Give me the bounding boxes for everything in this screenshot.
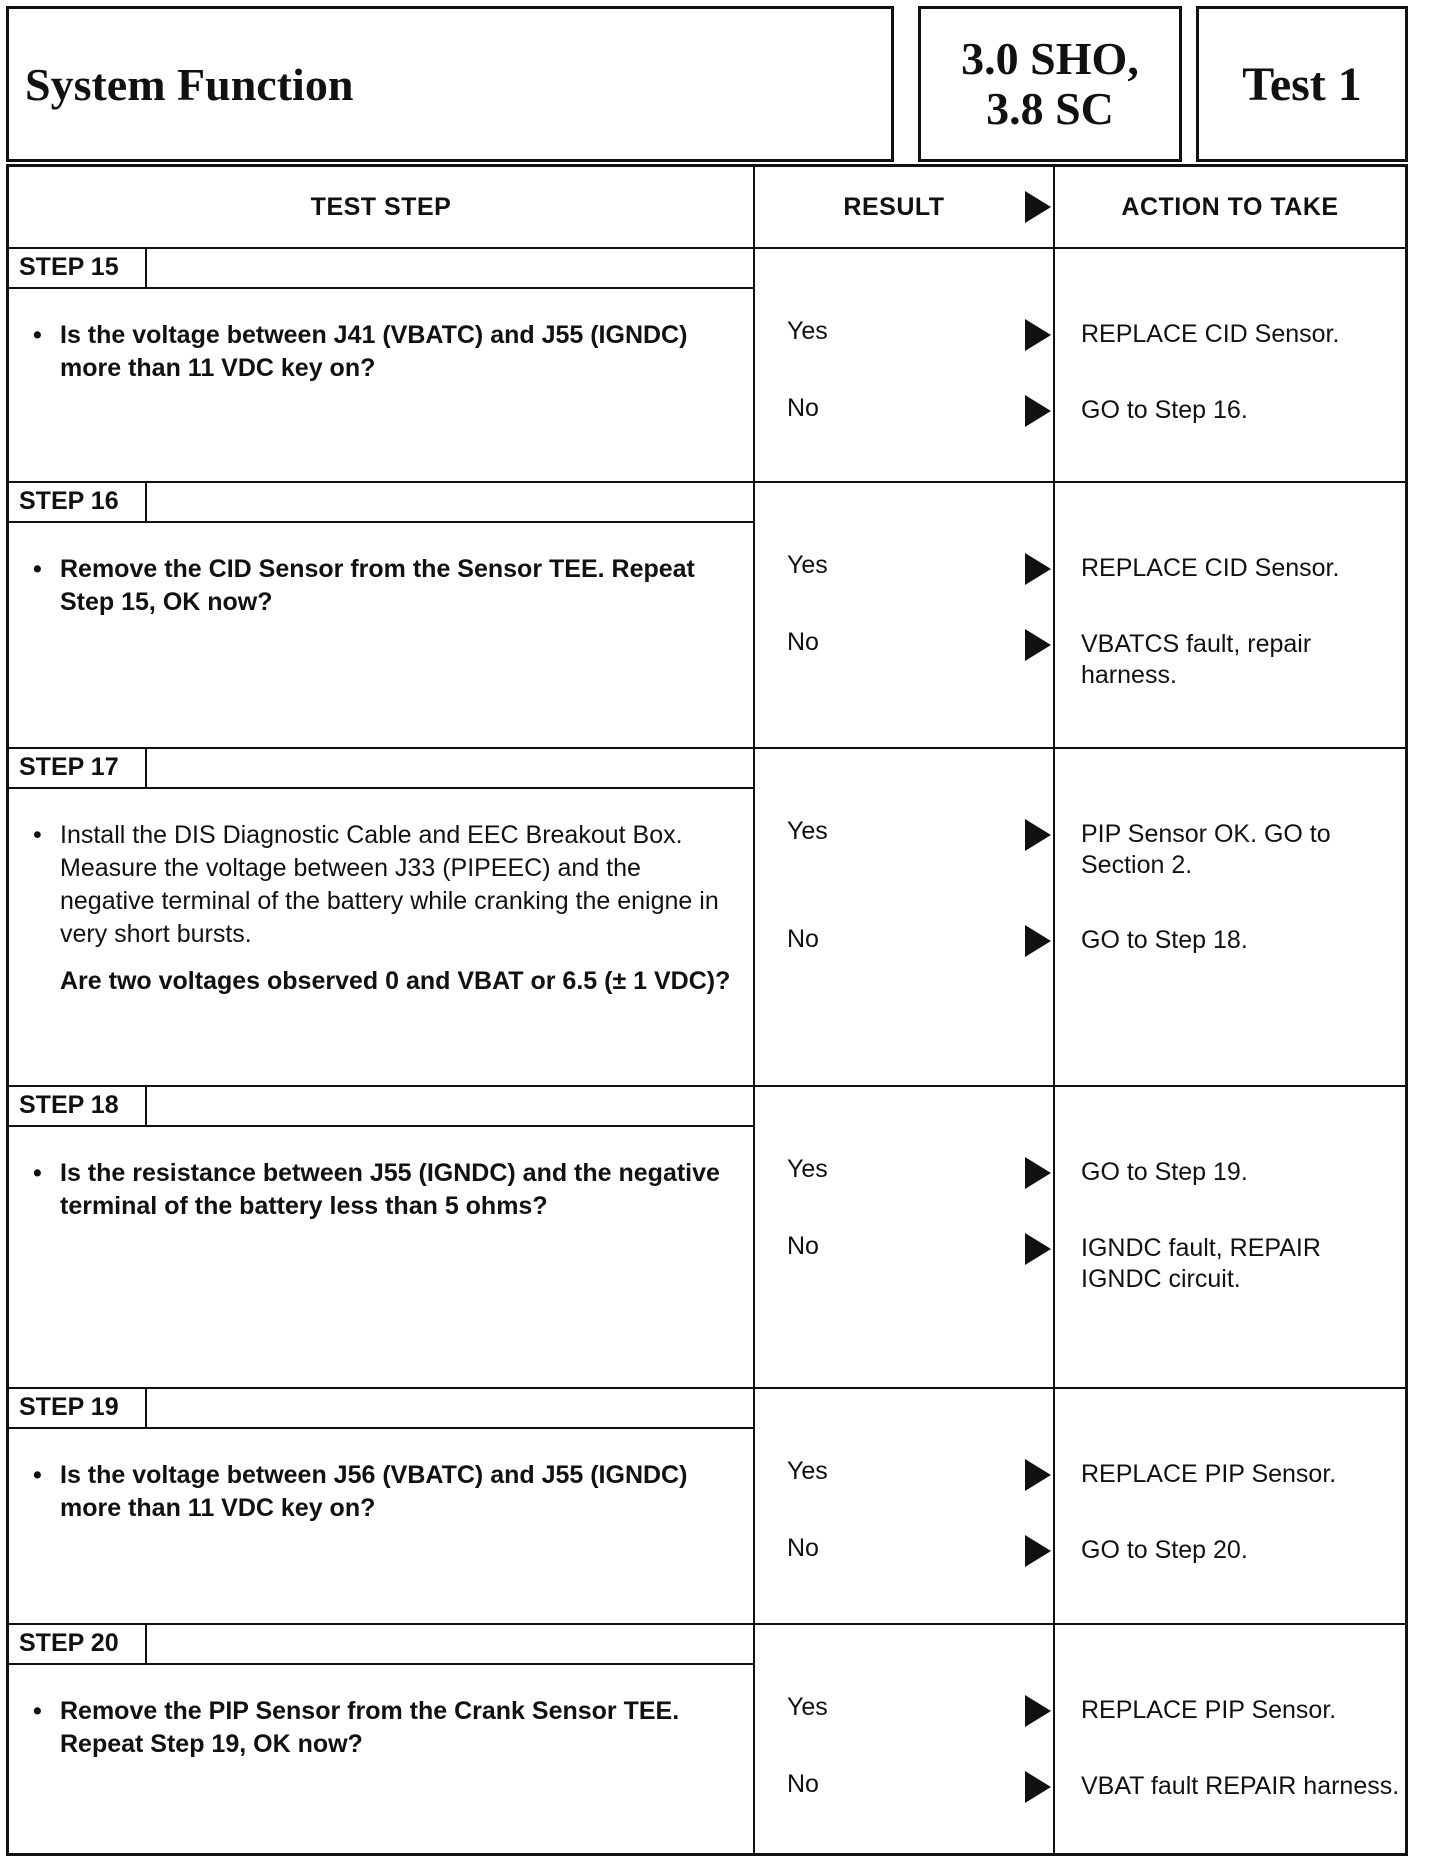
column-header-test-step <box>9 167 753 247</box>
arrow-right-icon <box>1025 925 1051 957</box>
arrow-right-icon <box>1025 1695 1051 1727</box>
result-yes: Yes <box>787 1693 828 1721</box>
result-no: No <box>787 1534 819 1562</box>
arrow-right-icon <box>1025 1459 1051 1491</box>
column-header-label: TEST STEP <box>310 192 452 221</box>
step-label: STEP 20 <box>9 1625 147 1665</box>
arrow-right-icon <box>1025 629 1051 661</box>
page-title: System Function <box>25 58 354 110</box>
result-yes: Yes <box>787 317 828 345</box>
table-row <box>9 247 1405 481</box>
result-no: No <box>787 1770 819 1798</box>
divider <box>147 287 753 289</box>
result-yes: Yes <box>787 817 828 845</box>
result-no: No <box>787 925 819 953</box>
action-no: GO to Step 20. <box>1081 1536 1248 1564</box>
action-no: VBATCS fault, repair harness. <box>1081 630 1312 689</box>
result-no: No <box>787 628 819 656</box>
step-question: • Remove the CID Sensor from the Sensor TEE. Repeat Step 15, OK now? <box>33 555 695 616</box>
header-engine-box <box>918 6 1182 162</box>
step-question: • Install the DIS Diagnostic Cable and EEC Breakout Box. Measure the voltage between J33 (PIPEEC) and the negative terminal of the battery while cranking the enigne in very short bursts. Are two voltages observed 0 and VBAT or 6.5 (± 1 VDC)? <box>33 819 733 998</box>
engine-label: 3.0 SHO, 3.8 SC <box>961 33 1139 134</box>
action-yes: GO to Step 19. <box>1081 1158 1248 1186</box>
column-header-result <box>755 167 1053 247</box>
arrow-right-icon <box>1025 1771 1051 1803</box>
action-no: VBAT fault REPAIR harness. <box>1081 1772 1400 1800</box>
table-row <box>9 1623 1405 1853</box>
action-yes: REPLACE PIP Sensor. <box>1081 1460 1337 1488</box>
action-yes: REPLACE PIP Sensor. <box>1081 1696 1337 1724</box>
bullet-icon: • <box>33 821 42 849</box>
bullet-icon: • <box>33 1461 42 1489</box>
table-row <box>9 1387 1405 1623</box>
table-row <box>9 481 1405 747</box>
divider <box>147 787 753 789</box>
step-question: • Is the voltage between J56 (VBATC) and J55 (IGNDC) more than 11 VDC key on? <box>33 1461 688 1522</box>
step-question: • Remove the PIP Sensor from the Crank Sensor TEE. Repeat Step 19, OK now? <box>33 1697 680 1758</box>
bullet-icon: • <box>33 555 42 583</box>
result-no: No <box>787 1232 819 1260</box>
action-no: GO to Step 18. <box>1081 926 1248 954</box>
arrow-right-icon <box>1025 553 1051 585</box>
action-yes: PIP Sensor OK. GO to Section 2. <box>1081 820 1331 879</box>
step-label: STEP 15 <box>9 249 147 289</box>
header-title-box <box>6 6 894 162</box>
divider <box>147 1125 753 1127</box>
arrow-right-icon <box>1025 1157 1051 1189</box>
bullet-icon: • <box>33 1697 42 1725</box>
arrow-right-icon <box>1025 819 1051 851</box>
result-yes: Yes <box>787 1457 828 1485</box>
arrow-right-icon <box>1025 1535 1051 1567</box>
result-yes: Yes <box>787 1155 828 1183</box>
arrow-right-icon <box>1025 319 1051 351</box>
step-label: STEP 18 <box>9 1087 147 1127</box>
result-no: No <box>787 394 819 422</box>
test-label: Test 1 <box>1242 57 1362 111</box>
header-test-box <box>1196 6 1408 162</box>
bullet-icon: • <box>33 1159 42 1187</box>
column-header-label: RESULT <box>843 192 945 221</box>
step-label: STEP 19 <box>9 1389 147 1429</box>
arrow-right-icon <box>1025 1233 1051 1265</box>
action-yes: REPLACE CID Sensor. <box>1081 320 1340 348</box>
divider <box>147 1427 753 1429</box>
column-header-label: ACTION TO TAKE <box>1121 192 1339 221</box>
step-question: • Is the resistance between J55 (IGNDC) and the negative terminal of the battery less than 5 ohms? <box>33 1159 720 1220</box>
result-yes: Yes <box>787 551 828 579</box>
column-header-action <box>1055 167 1405 247</box>
table-row <box>9 747 1405 1085</box>
action-no: GO to Step 16. <box>1081 396 1248 424</box>
step-question-emphasis: Are two voltages observed 0 and VBAT or 6.5 (± 1 VDC)? <box>60 967 731 995</box>
step-label: STEP 17 <box>9 749 147 789</box>
action-yes: REPLACE CID Sensor. <box>1081 554 1340 582</box>
bullet-icon: • <box>33 321 42 349</box>
diagnostic-table <box>6 164 1408 1856</box>
table-row <box>9 1085 1405 1387</box>
action-no: IGNDC fault, REPAIR IGNDC circuit. <box>1081 1234 1321 1293</box>
divider <box>147 1663 753 1665</box>
arrow-right-icon <box>1025 395 1051 427</box>
arrow-right-icon <box>1025 191 1051 223</box>
step-question: • Is the voltage between J41 (VBATC) and J55 (IGNDC) more than 11 VDC key on? <box>33 321 688 382</box>
step-label: STEP 16 <box>9 483 147 523</box>
divider <box>147 521 753 523</box>
